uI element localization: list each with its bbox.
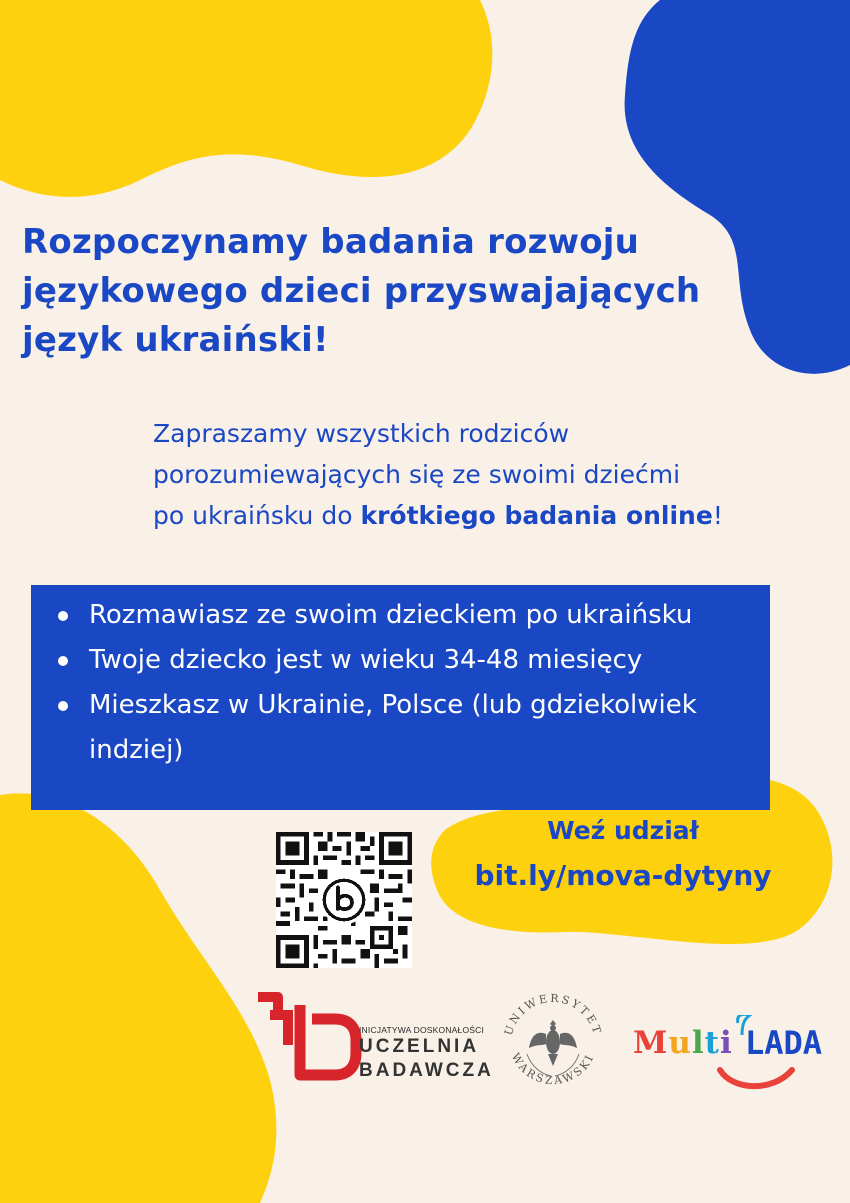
idub-line2: BADAWCZA <box>359 1060 494 1081</box>
invitation-emphasis: krótkiego badania online <box>360 501 713 530</box>
multilada-multi-letters: M <box>633 1025 669 1061</box>
invitation-exclamation: ! <box>712 501 723 530</box>
criteria-item-text: Mieszkasz w Ukrainie, Polsce (lub gdziekolwiek indziej) <box>89 690 697 765</box>
criteria-item-text: Twoje dziecko jest w wieku 34-48 miesięcy <box>89 645 643 675</box>
criteria-list <box>31 585 770 773</box>
multilada-multi-letters: l <box>691 1025 705 1061</box>
eagle-icon <box>529 1020 577 1066</box>
headline-line: językowego dzieci przyswajających <box>22 271 701 311</box>
headline-line: Rozpoczynamy badania rozwoju <box>22 222 640 262</box>
idub-line1: UCZELNIA <box>359 1036 480 1057</box>
idub-logo-text <box>359 1025 494 1083</box>
bullet-icon <box>58 701 68 711</box>
invitation-text <box>153 413 843 536</box>
cta-title: Weź udział <box>547 816 699 845</box>
call-to-action <box>443 810 803 900</box>
uw-seal-top-text: UNIWERSYTET <box>501 991 605 1038</box>
idub-small-text: INICJATYWA DOSKONAŁOŚCI <box>359 1025 485 1035</box>
multilada-multi-letters: u <box>668 1025 692 1061</box>
yellow-blob-bottom-left <box>0 780 280 1203</box>
cta-link[interactable]: bit.ly/mova-dytyny <box>474 859 772 892</box>
bullet-icon <box>58 611 68 621</box>
yellow-blob-top-left <box>0 0 500 205</box>
criteria-box <box>31 585 770 810</box>
multilada-multi-letters: i <box>719 1025 733 1061</box>
invitation-line <box>153 495 843 536</box>
bitly-logo-icon <box>320 876 369 925</box>
uw-seal-bottom-text: WARSZAWSKI <box>508 1050 597 1088</box>
multilada-lada-text: LADA <box>745 1024 823 1062</box>
criteria-item-text: Rozmawiasz ze swoim dzieckiem po ukraińsku <box>89 600 693 630</box>
multilada-multi-letters: t <box>704 1025 720 1061</box>
invitation-line: Zapraszamy wszystkich rodziców <box>153 419 570 448</box>
criteria-item <box>89 638 770 683</box>
multilada-multi-text <box>633 1025 733 1061</box>
uw-seal-logo <box>493 982 613 1102</box>
invitation-text-plain: po ukraińsku do <box>153 501 361 530</box>
headline-line: język ukraiński! <box>22 320 329 360</box>
invitation-line: porozumiewających się ze swoimi dziećmi <box>153 460 681 489</box>
qr-code-icon[interactable] <box>276 832 412 968</box>
bullet-icon <box>58 656 68 666</box>
criteria-item <box>89 593 770 638</box>
page-title <box>22 218 822 365</box>
criteria-item <box>89 683 770 773</box>
